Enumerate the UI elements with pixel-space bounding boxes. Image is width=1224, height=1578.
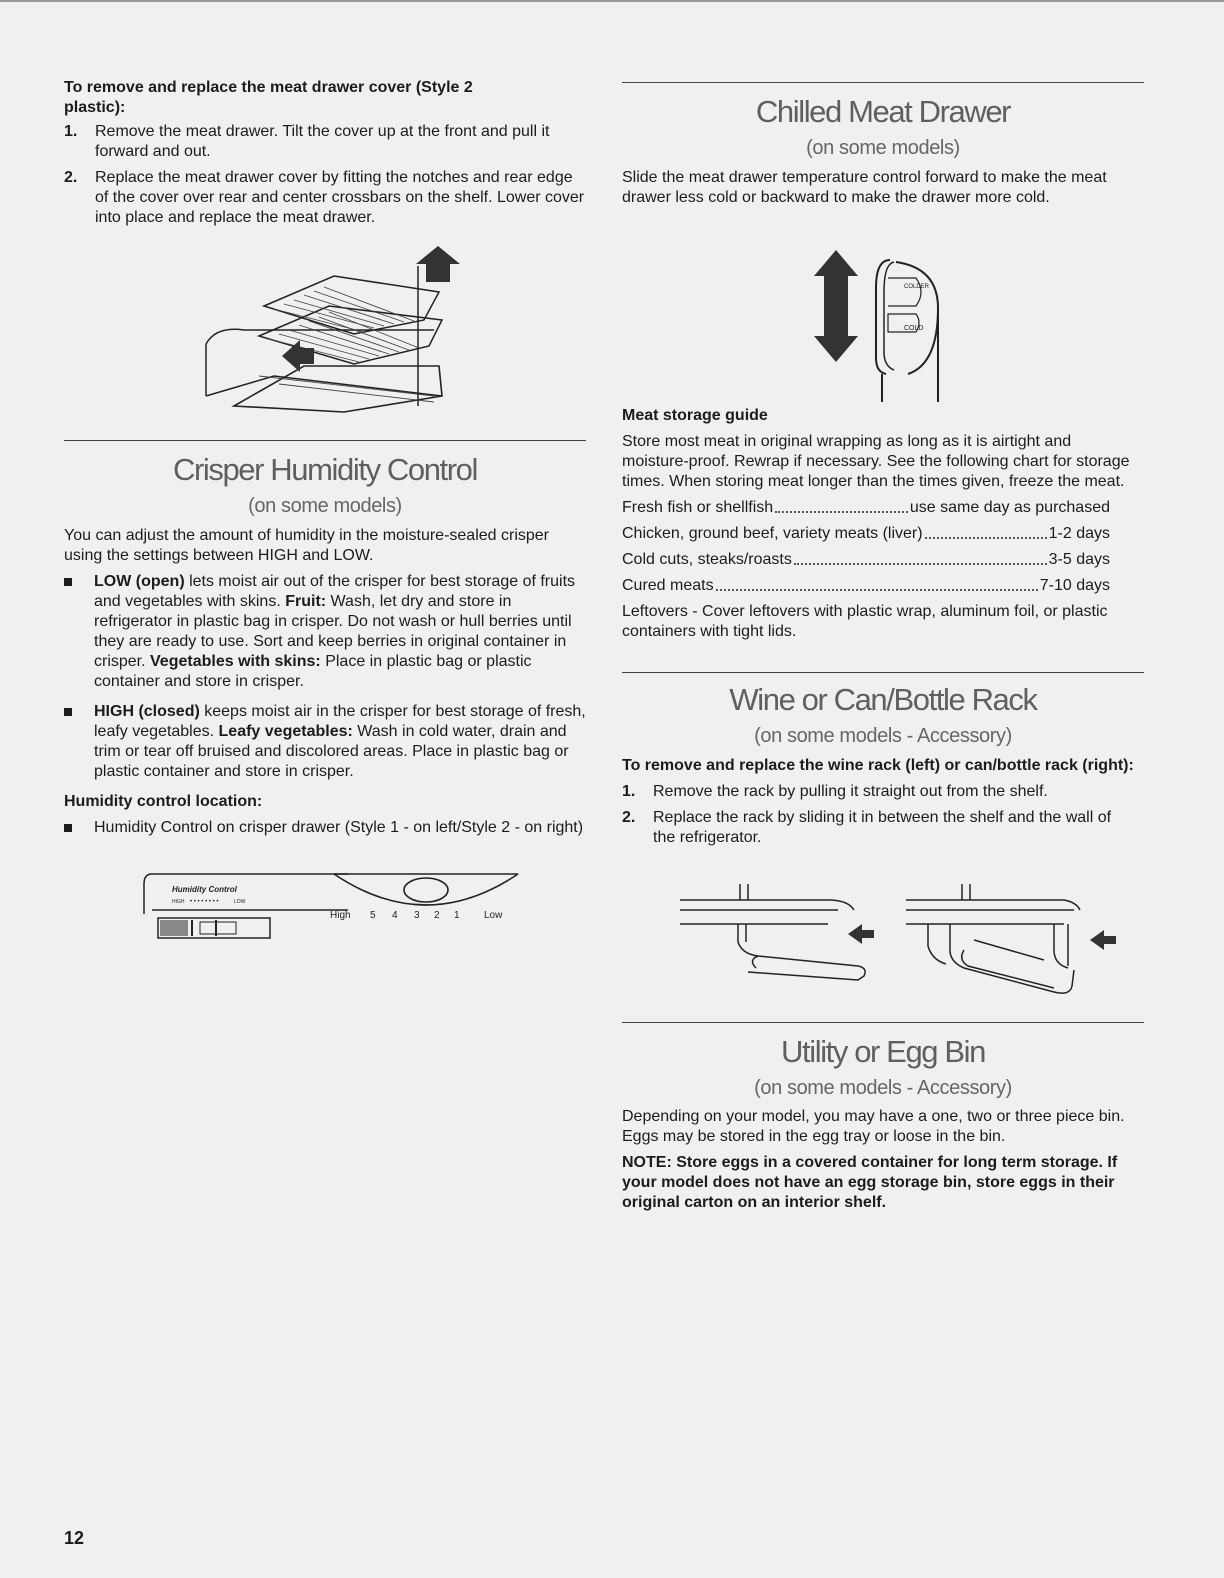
- step-number: 1.: [64, 123, 78, 140]
- low-text: lets moist air out of the crisper for best storage of fruits and vegetables with skins.: [94, 573, 576, 610]
- storage-time: 3-5 days: [1048, 551, 1110, 568]
- meat-cover-heading: To remove and replace the meat drawer cover (Style 2 plastic):: [64, 79, 473, 116]
- humidity-control-panel-illustration: [138, 866, 348, 956]
- step-number: 2.: [64, 169, 78, 186]
- fruit-text: Wash, let dry and store in refrigerator in plastic bag in crisper. Do not wash or hull berries until they are ready to use. Sort and keep berries in original container in crisper.: [94, 593, 572, 670]
- crisper-intro: You can adjust the amount of humidity in the moisture-sealed crisper using the settings between HIGH and LOW.: [64, 527, 550, 564]
- dial-number: 4: [392, 910, 398, 921]
- chilled-header: [622, 94, 1144, 160]
- low-label: LOW (open): [94, 573, 185, 590]
- step-item: [64, 122, 588, 162]
- wine-heading: To remove and replace the wine rack (left) or can/bottle rack (right):: [622, 757, 1134, 774]
- dial-low-label: Low: [484, 910, 503, 921]
- utility-header: [622, 1034, 1144, 1100]
- low-setting-item: [64, 572, 588, 692]
- location-list: [64, 818, 588, 838]
- svg-text:• • • • • • • •: • • • • • • • •: [190, 899, 219, 905]
- utility-title: Utility or Egg Bin: [781, 1034, 985, 1069]
- crisper-subtitle: (on some models): [248, 495, 402, 517]
- wine-subtitle: (on some models - Accessory): [754, 725, 1012, 747]
- step-number: 1.: [622, 783, 636, 800]
- wine-title: Wine or Can/Bottle Rack: [729, 682, 1037, 717]
- high-label: HIGH (closed): [94, 703, 200, 720]
- utility-body: [622, 1107, 1146, 1213]
- can-bottle-rack-illustration: [904, 880, 1118, 1010]
- utility-subtitle: (on some models - Accessory): [754, 1077, 1012, 1099]
- meat-cover-section: [64, 78, 585, 228]
- storage-row: [622, 550, 1110, 570]
- wine-rack-illustration: [678, 880, 884, 990]
- guide-heading: Meat storage guide: [622, 407, 768, 424]
- colder-label: COLDER: [904, 284, 930, 290]
- top-border: [0, 0, 1224, 2]
- storage-row: [622, 576, 1110, 596]
- storage-item: Chicken, ground beef, variety meats (liver): [622, 525, 923, 542]
- guide-intro: Store most meat in original wrapping as long as it is airtight and moisture-proof. Rewrap if necessary. See the following chart for storage times. When storing meat longer than the times given, freeze the meat.: [622, 433, 1130, 490]
- step-item: [622, 808, 1123, 848]
- wine-body: [622, 756, 1146, 848]
- step-item: [64, 168, 588, 228]
- storage-chart: [622, 498, 1110, 596]
- dial-high-label: High: [330, 910, 351, 921]
- wine-header: [622, 682, 1144, 748]
- storage-item: Cold cuts, steaks/roasts: [622, 551, 792, 568]
- chilled-intro: Slide the meat drawer temperature control forward to make the meat drawer less cold or backward to make the drawer more cold.: [622, 169, 1107, 206]
- utility-text: Depending on your model, you may have a one, two or three piece bin. Eggs may be stored in the egg tray or loose in the bin.: [622, 1108, 1125, 1145]
- section-divider: [64, 440, 586, 441]
- humidity-high-small: HIGH: [172, 899, 185, 905]
- storage-item: Fresh fish or shellfish: [622, 499, 774, 516]
- humidity-settings-list: [64, 572, 588, 782]
- location-text: Humidity Control on crisper drawer (Style 1 - on left/Style 2 - on right): [94, 819, 584, 836]
- dial-number: 1: [454, 910, 460, 921]
- leader-dots: [716, 576, 1038, 591]
- leader-dots: [925, 524, 1047, 539]
- step-number: 2.: [622, 809, 636, 826]
- step-text: Remove the meat drawer. Tilt the cover up at the front and pull it forward and out.: [95, 123, 550, 160]
- chilled-subtitle: (on some models): [806, 137, 960, 159]
- high-text: keeps moist air in the crisper for best storage of fresh, leafy vegetables.: [94, 703, 586, 740]
- fruit-label: Fruit:: [285, 593, 327, 610]
- vegetables-label: Vegetables with skins:: [150, 653, 321, 670]
- storage-row: [622, 498, 1110, 518]
- step-item: [622, 782, 1146, 802]
- crisper-title: Crisper Humidity Control: [172, 452, 478, 487]
- humidity-low-small: LOW: [234, 899, 246, 905]
- storage-row: [622, 524, 1110, 544]
- leafy-text: Wash in cold water, drain and trim or tear off bruised and discolored areas. Place in plastic bag or plastic container and store in crisper.: [94, 723, 569, 780]
- dial-number: 2: [434, 910, 440, 921]
- section-divider: [622, 82, 1144, 83]
- storage-time: 1-2 days: [1048, 525, 1110, 542]
- step-text: Replace the rack by sliding it in between the shelf and the wall of the refrigerator.: [653, 809, 1112, 846]
- humidity-control-label: Humidity Control: [172, 885, 237, 894]
- leafy-label: Leafy vegetables:: [218, 723, 353, 740]
- humidity-dial-illustration: [326, 866, 526, 928]
- high-setting-item: [64, 702, 588, 782]
- storage-time: 7-10 days: [1039, 577, 1110, 594]
- meat-storage-guide: [622, 406, 1146, 642]
- section-divider: [622, 672, 1144, 673]
- wine-steps: [622, 782, 1146, 848]
- location-heading: Humidity control location:: [64, 793, 263, 810]
- location-item: [64, 818, 588, 838]
- chilled-title: Chilled Meat Drawer: [755, 94, 1011, 129]
- leader-dots: [775, 498, 908, 513]
- step-text: Remove the rack by pulling it straight out from the shelf.: [653, 783, 1048, 800]
- meat-drawer-cover-illustration: [204, 246, 514, 418]
- storage-time: use same day as purchased: [909, 499, 1110, 516]
- leftovers-note: Leftovers - Cover leftovers with plastic wrap, aluminum foil, or plastic containers with tight lids.: [622, 603, 1108, 640]
- page-number: 12: [64, 1528, 85, 1548]
- meat-drawer-control-illustration: [812, 248, 952, 408]
- leader-dots: [794, 550, 1047, 565]
- vegetables-text: Place in plastic bag or plastic container and store in crisper.: [94, 653, 532, 690]
- dial-number: 3: [414, 910, 420, 921]
- step-text: Replace the meat drawer cover by fitting the notches and rear edge of the cover over rear and center crossbars on the shelf. Lower cover into place and replace the meat drawer.: [95, 169, 585, 226]
- utility-note: NOTE: Store eggs in a covered container for long term storage. If your model does not have an egg storage bin, store eggs in their original carton on an interior shelf.: [622, 1154, 1118, 1211]
- crisper-body: [64, 526, 588, 838]
- meat-cover-steps: [64, 122, 585, 228]
- dial-number: 5: [370, 910, 376, 921]
- crisper-header: [64, 452, 586, 518]
- cold-label: COLD: [904, 325, 924, 332]
- storage-item: Cured meats: [622, 577, 714, 594]
- section-divider: [622, 1022, 1144, 1023]
